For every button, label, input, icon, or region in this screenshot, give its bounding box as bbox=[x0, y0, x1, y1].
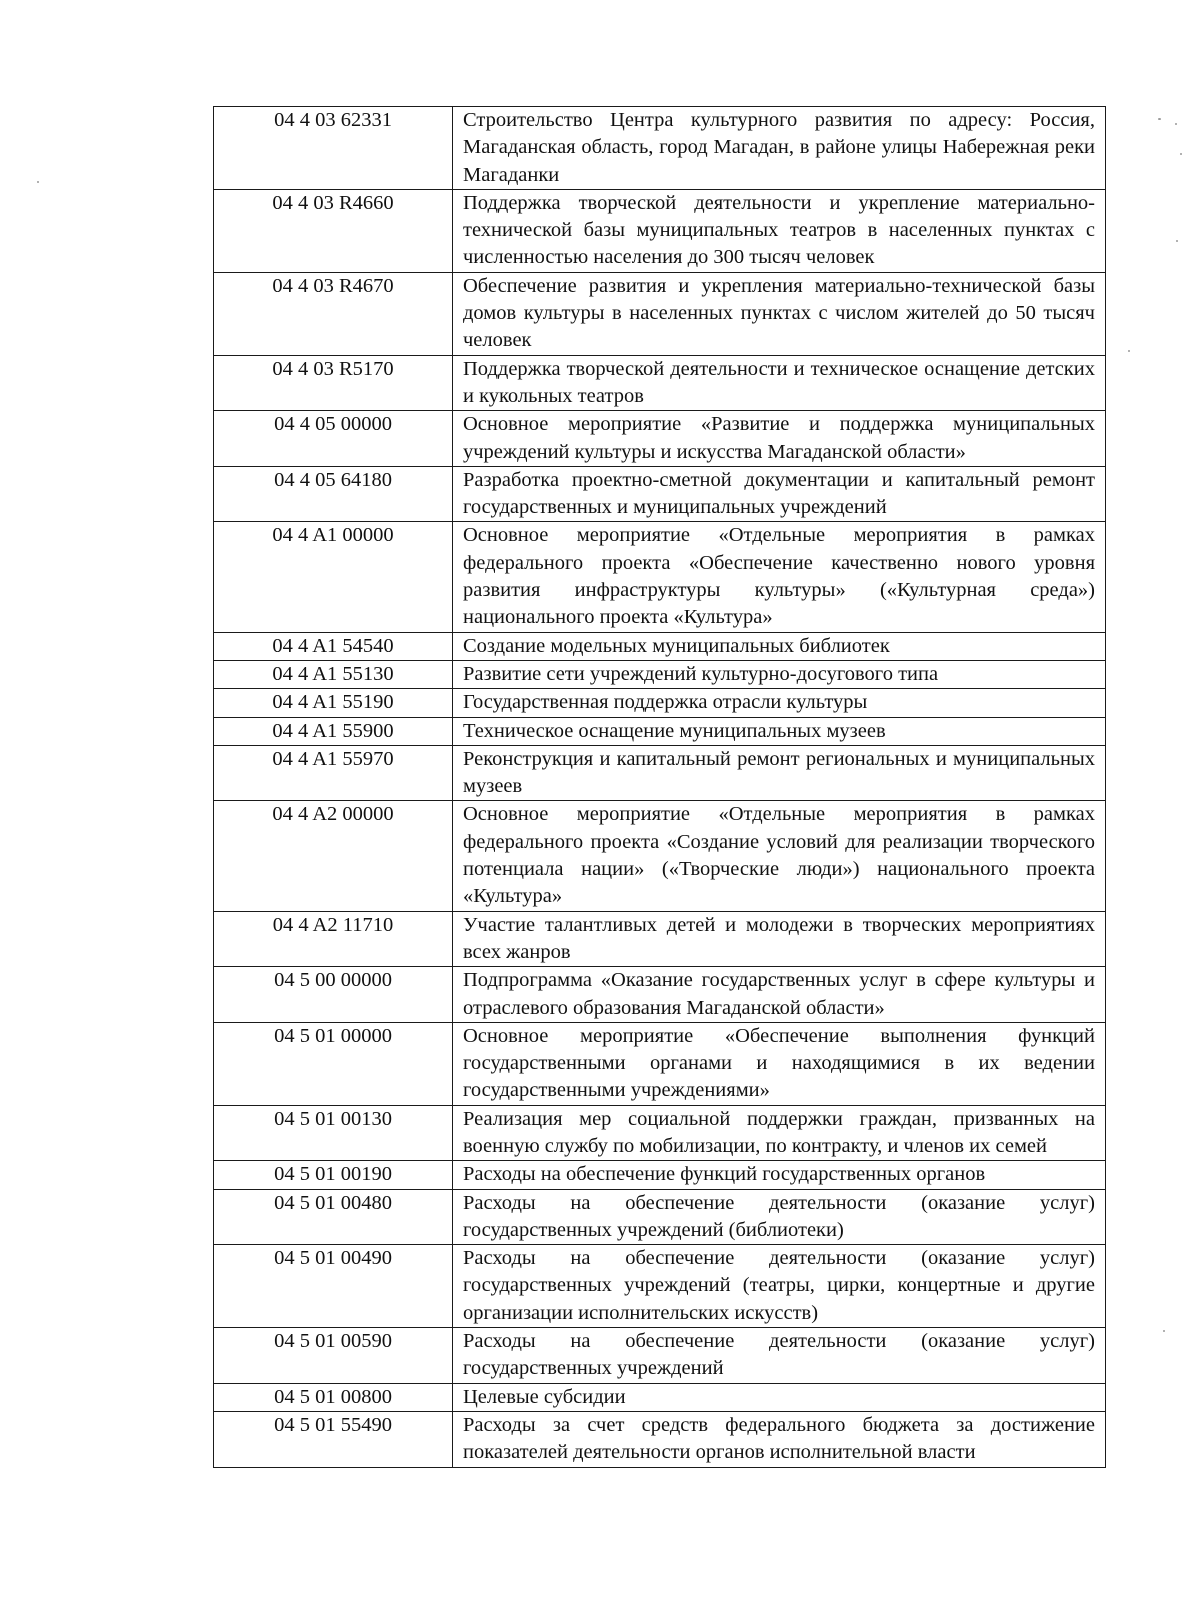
table-row bbox=[214, 1022, 1106, 1105]
code-cell: 04 5 01 00130 bbox=[214, 1105, 453, 1161]
table-row bbox=[214, 632, 1106, 660]
description-cell: Расходы на обеспечение деятельности (оказание услуг) государственных учреждений (библиотеки) bbox=[453, 1189, 1106, 1245]
description-cell: Реконструкция и капитальный ремонт региональных и муниципальных музеев bbox=[453, 745, 1106, 801]
table-row bbox=[214, 967, 1106, 1023]
scan-speck bbox=[1163, 1330, 1165, 1332]
description-cell: Развитие сети учреждений культурно-досугового типа bbox=[453, 660, 1106, 688]
description-cell: Подпрограмма «Оказание государственных услуг в сфере культуры и отраслевого образования Магаданской области» bbox=[453, 967, 1106, 1023]
description-cell: Основное мероприятие «Развитие и поддержка муниципальных учреждений культуры и искусства Магаданской области» bbox=[453, 411, 1106, 467]
description-cell: Расходы на обеспечение деятельности (оказание услуг) государственных учреждений bbox=[453, 1328, 1106, 1384]
code-cell: 04 4 A2 00000 bbox=[214, 801, 453, 911]
table-row bbox=[214, 355, 1106, 411]
description-cell: Основное мероприятие «Отдельные мероприятия в рамках федерального проекта «Обеспечение качественно нового уровня развития инфраструктуры культуры» («Культурная среда») национального проекта «Культура» bbox=[453, 522, 1106, 632]
table-row bbox=[214, 660, 1106, 688]
description-cell: Разработка проектно-сметной документации и капитальный ремонт государственных и муниципальных учреждений bbox=[453, 466, 1106, 522]
budget-code-table bbox=[213, 106, 1106, 1468]
table-row bbox=[214, 717, 1106, 745]
scan-speck bbox=[1176, 240, 1178, 242]
code-cell: 04 4 05 64180 bbox=[214, 466, 453, 522]
code-cell: 04 5 01 00000 bbox=[214, 1022, 453, 1105]
table-row bbox=[214, 911, 1106, 967]
description-cell: Обеспечение развития и укрепления материально-технической базы домов культуры в населенных пунктах с числом жителей до 50 тысяч человек bbox=[453, 272, 1106, 355]
table-row bbox=[214, 1328, 1106, 1384]
table-row bbox=[214, 801, 1106, 911]
table-row bbox=[214, 522, 1106, 632]
table-row bbox=[214, 1245, 1106, 1328]
code-cell: 04 5 01 00490 bbox=[214, 1245, 453, 1328]
code-cell: 04 4 05 00000 bbox=[214, 411, 453, 467]
code-cell: 04 4 A1 55970 bbox=[214, 745, 453, 801]
description-cell: Расходы на обеспечение функций государственных органов bbox=[453, 1161, 1106, 1189]
table-row bbox=[214, 1105, 1106, 1161]
table-row bbox=[214, 189, 1106, 272]
scan-speck bbox=[37, 181, 39, 183]
code-cell: 04 4 03 R5170 bbox=[214, 355, 453, 411]
code-cell: 04 4 A2 11710 bbox=[214, 911, 453, 967]
code-cell: 04 4 03 62331 bbox=[214, 107, 453, 190]
description-cell: Поддержка творческой деятельности и техническое оснащение детских и кукольных театров bbox=[453, 355, 1106, 411]
code-cell: 04 4 03 R4660 bbox=[214, 189, 453, 272]
code-cell: 04 5 01 00190 bbox=[214, 1161, 453, 1189]
scan-speck bbox=[1158, 118, 1161, 120]
description-cell: Расходы на обеспечение деятельности (оказание услуг) государственных учреждений (театры, цирки, концертные и другие организации исполнительских искусств) bbox=[453, 1245, 1106, 1328]
table-row bbox=[214, 411, 1106, 467]
description-cell: Поддержка творческой деятельности и укрепление материально-технической базы муниципальных театров в населенных пунктах с численностью населения до 300 тысяч человек bbox=[453, 189, 1106, 272]
table-row bbox=[214, 689, 1106, 717]
table-row bbox=[214, 1383, 1106, 1411]
table-row bbox=[214, 272, 1106, 355]
description-cell: Целевые субсидии bbox=[453, 1383, 1106, 1411]
code-cell: 04 4 A1 54540 bbox=[214, 632, 453, 660]
table-row bbox=[214, 1189, 1106, 1245]
table-row bbox=[214, 745, 1106, 801]
code-cell: 04 5 01 00480 bbox=[214, 1189, 453, 1245]
description-cell: Государственная поддержка отрасли культуры bbox=[453, 689, 1106, 717]
description-cell: Расходы за счет средств федерального бюджета за достижение показателей деятельности органов исполнительной власти bbox=[453, 1411, 1106, 1467]
description-cell: Основное мероприятие «Обеспечение выполнения функций государственными органами и находящимися в их ведении государственными учреждениями» bbox=[453, 1022, 1106, 1105]
code-cell: 04 4 A1 00000 bbox=[214, 522, 453, 632]
code-cell: 04 4 03 R4670 bbox=[214, 272, 453, 355]
code-cell: 04 5 00 00000 bbox=[214, 967, 453, 1023]
code-cell: 04 5 01 55490 bbox=[214, 1411, 453, 1467]
code-cell: 04 5 01 00800 bbox=[214, 1383, 453, 1411]
table-row bbox=[214, 1161, 1106, 1189]
description-cell: Участие талантливых детей и молодежи в творческих мероприятиях всех жанров bbox=[453, 911, 1106, 967]
code-cell: 04 4 A1 55190 bbox=[214, 689, 453, 717]
code-cell: 04 4 A1 55900 bbox=[214, 717, 453, 745]
table-row bbox=[214, 466, 1106, 522]
description-cell: Техническое оснащение муниципальных музеев bbox=[453, 717, 1106, 745]
description-cell: Создание модельных муниципальных библиотек bbox=[453, 632, 1106, 660]
scan-speck bbox=[1180, 153, 1182, 155]
description-cell: Строительство Центра культурного развития по адресу: Россия, Магаданская область, город Магадан, в районе улицы Набережная реки Магаданки bbox=[453, 107, 1106, 190]
scan-speck bbox=[1128, 350, 1130, 352]
code-cell: 04 4 A1 55130 bbox=[214, 660, 453, 688]
description-cell: Основное мероприятие «Отдельные мероприятия в рамках федерального проекта «Создание условий для реализации творческого потенциала нации» («Творческие люди») национального проекта «Культура» bbox=[453, 801, 1106, 911]
scan-speck bbox=[1175, 123, 1177, 125]
description-cell: Реализация мер социальной поддержки граждан, призванных на военную службу по мобилизации, по контракту, и членов их семей bbox=[453, 1105, 1106, 1161]
table-row bbox=[214, 107, 1106, 190]
table-row bbox=[214, 1411, 1106, 1467]
code-cell: 04 5 01 00590 bbox=[214, 1328, 453, 1384]
